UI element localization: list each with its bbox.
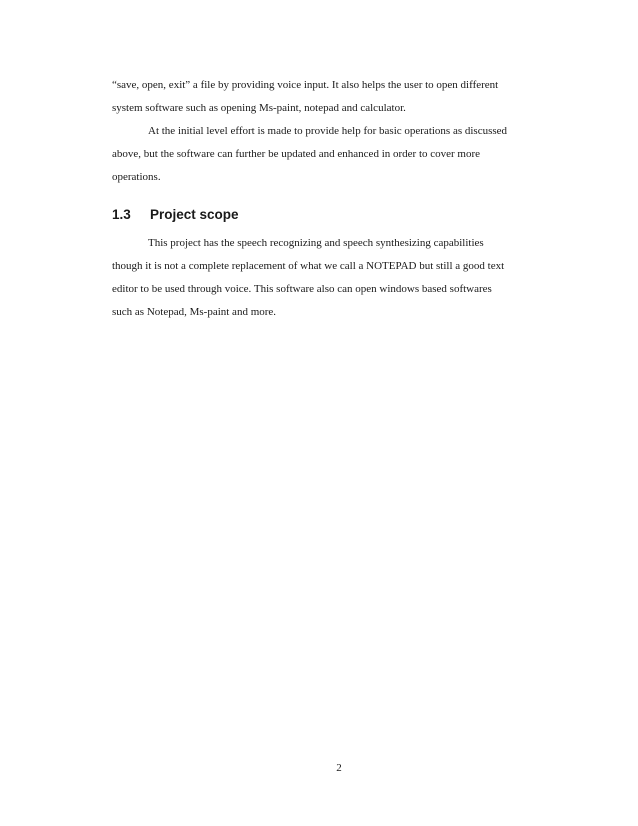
paragraph-line: “save, open, exit” a file by providing voice input. It also helps the user to open different <box>112 79 499 91</box>
paragraph-line: editor to be used through voice. This software also can open windows based softwares <box>112 283 492 295</box>
section-title: Project scope <box>150 207 239 222</box>
paragraph-line: This project has the speech recognizing and speech synthesizing capabilities <box>148 237 484 249</box>
paragraph-line: though it is not a complete replacement of what we call a NOTEPAD but still a good text <box>112 260 505 272</box>
page-number: 2 <box>336 762 342 774</box>
paragraph-line: operations. <box>112 171 161 183</box>
paragraph-line: At the initial level effort is made to provide help for basic operations as discussed <box>148 125 508 137</box>
paragraph-line: such as Notepad, Ms-paint and more. <box>112 306 277 318</box>
section-number: 1.3 <box>112 207 131 222</box>
paragraph-line: system software such as opening Ms-paint, notepad and calculator. <box>112 102 406 114</box>
paragraph-line: above, but the software can further be updated and enhanced in order to cover more <box>112 148 481 160</box>
